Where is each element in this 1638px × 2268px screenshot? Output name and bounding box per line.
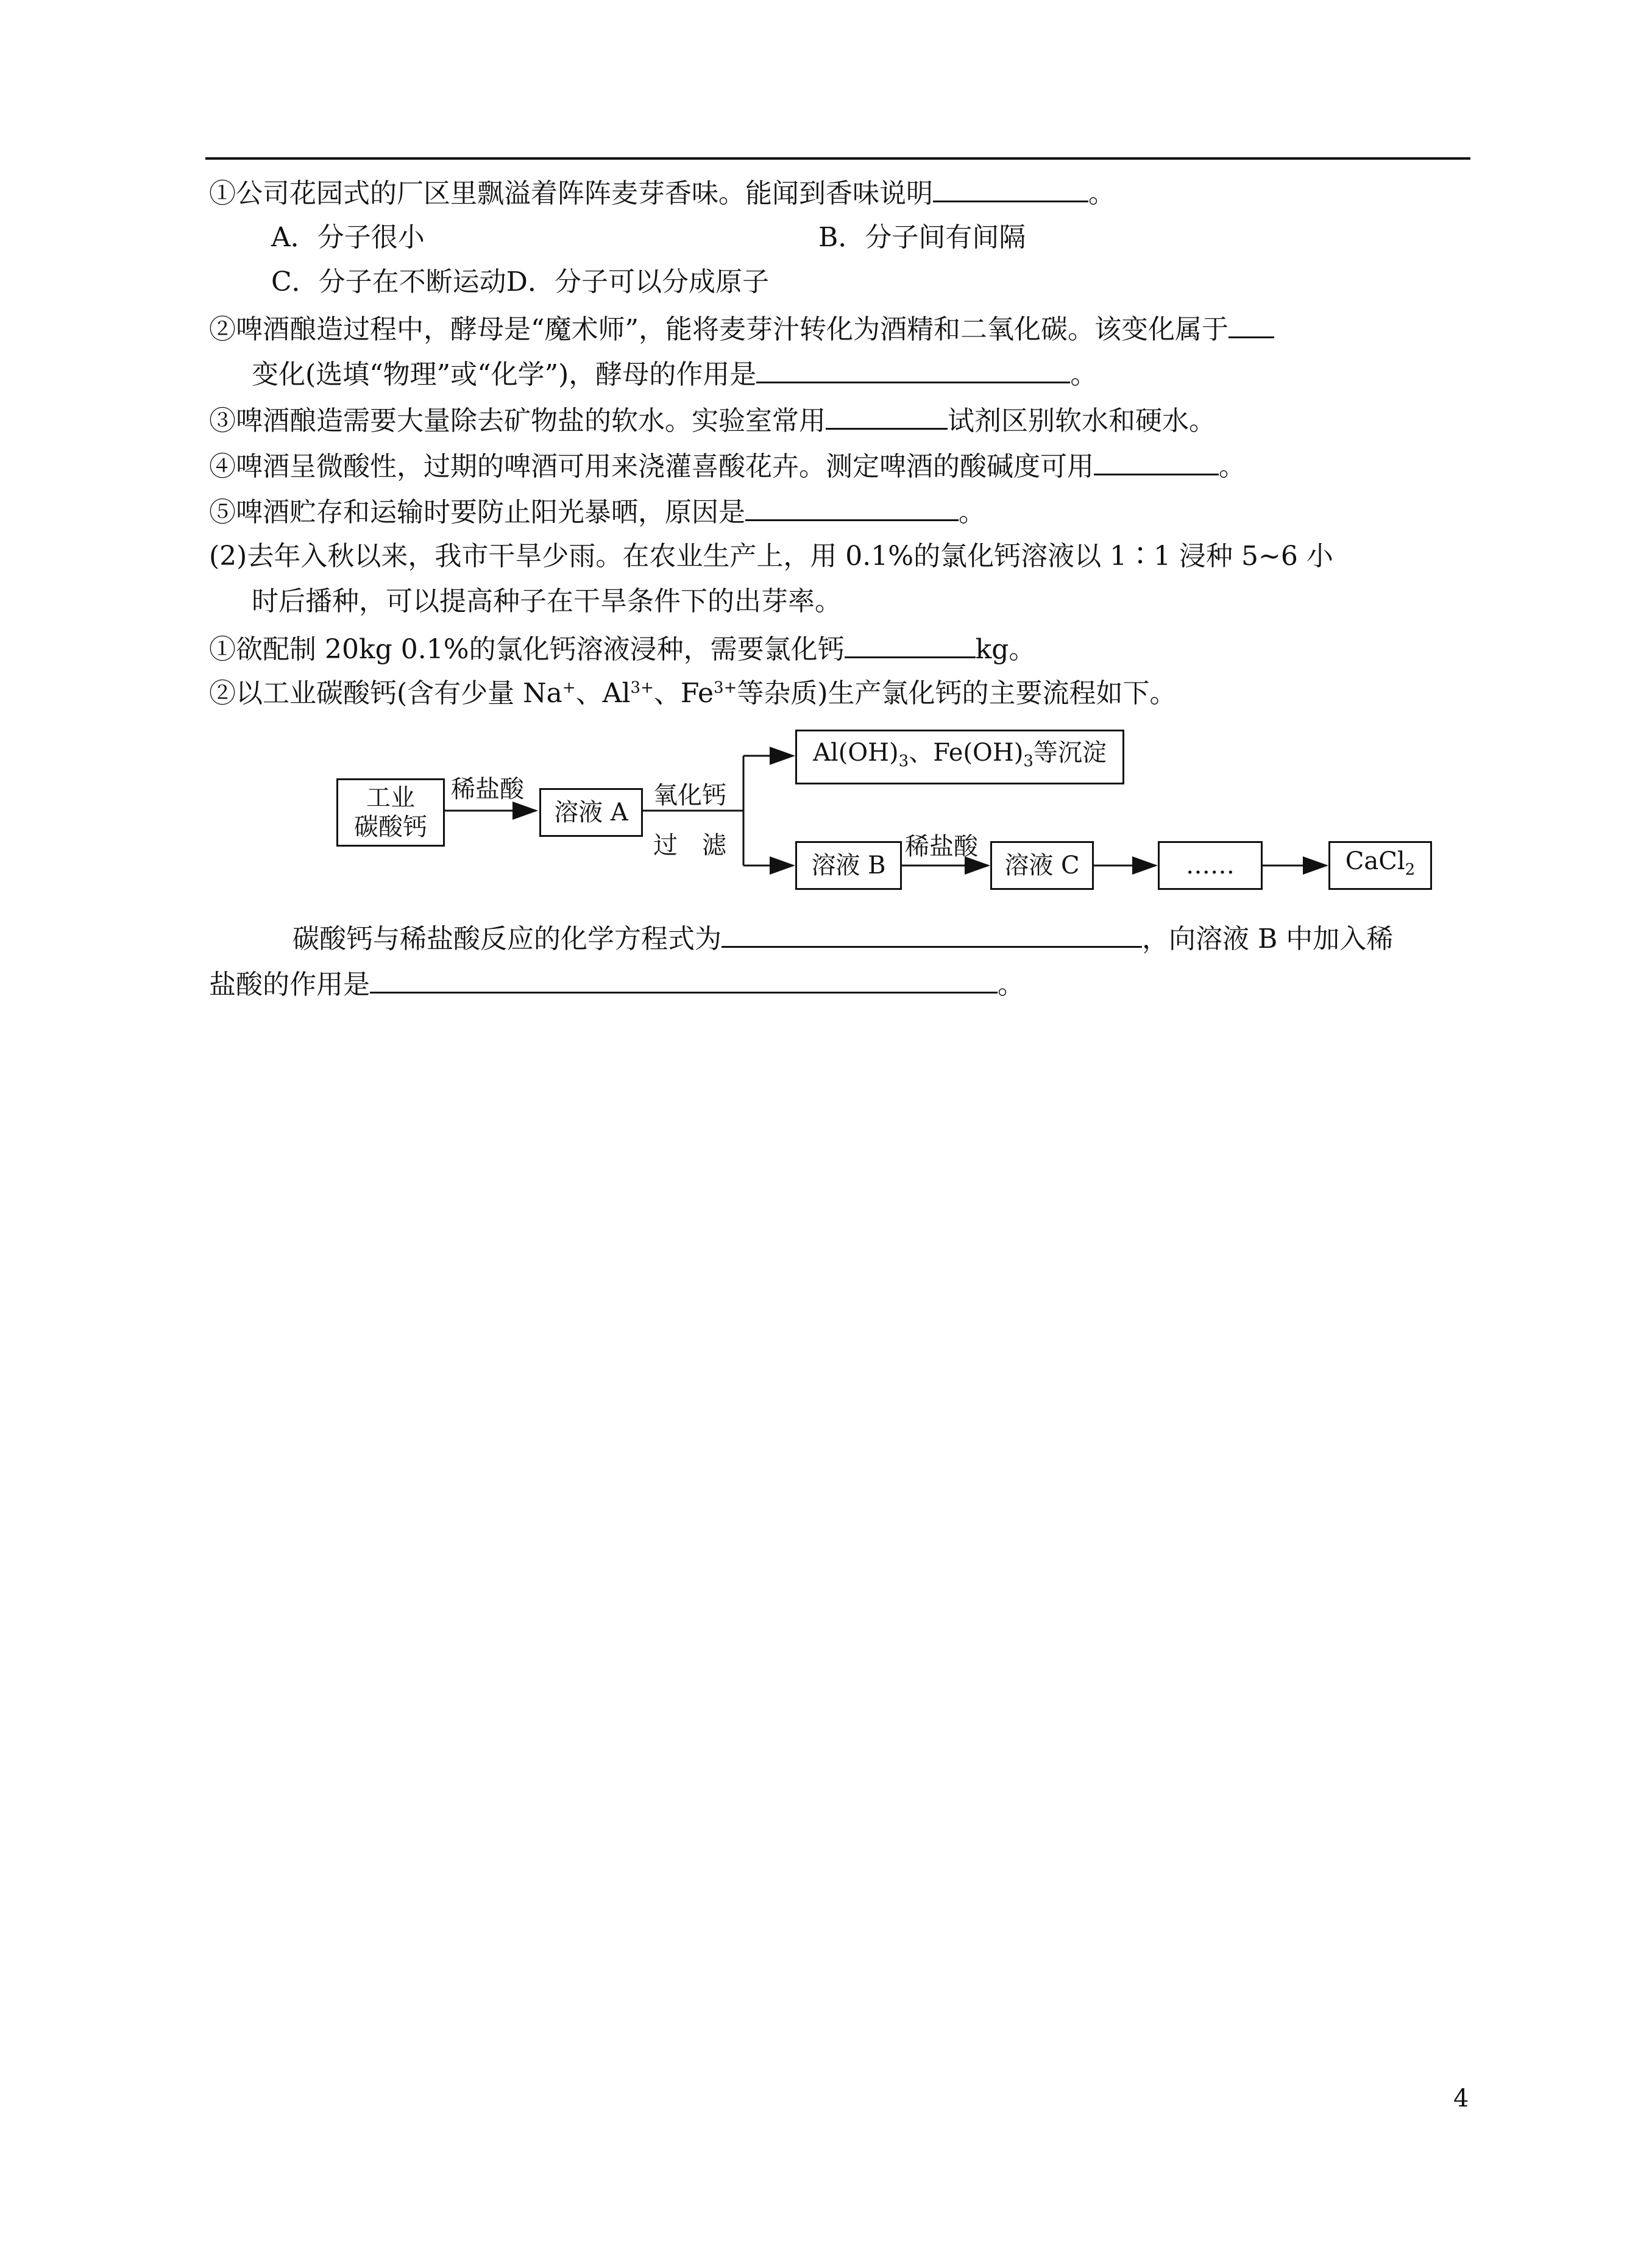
question-1-line bbox=[209, 174, 1115, 212]
fe-charge: 3+ bbox=[714, 678, 737, 697]
process-flow-diagram bbox=[329, 722, 1438, 905]
q2-text-2: 变化(选填“物理”或“化学”)，酵母的作用是 bbox=[252, 359, 757, 390]
part-2-question-2 bbox=[209, 675, 1177, 712]
answer-blank-2a[interactable] bbox=[1228, 310, 1274, 338]
precip-al: Al(OH) bbox=[813, 739, 899, 767]
box-raw-line1: 工业 bbox=[366, 784, 415, 812]
p2q3-text-c: 盐酸的作用是 bbox=[209, 969, 370, 1000]
part-2-question-3-line-2 bbox=[209, 965, 1024, 1003]
precip-sub-2: 3 bbox=[1023, 752, 1034, 770]
box-solution-b: 溶液 B bbox=[795, 841, 902, 890]
part-2-intro: (2)去年入秋以来，我市干旱少雨。在农业生产上，用 0.1%的氯化钙溶液以 1∶1 浸种 5~6 小 bbox=[209, 541, 1333, 572]
step-label-filter: 过 滤 bbox=[653, 831, 726, 859]
q4-end: 。 bbox=[1219, 451, 1246, 482]
precip-suffix: 等沉淀 bbox=[1033, 739, 1107, 767]
answer-blank-3[interactable] bbox=[826, 401, 948, 430]
precip-sub-1: 3 bbox=[898, 752, 909, 770]
box-raw-line2: 碳酸钙 bbox=[354, 813, 427, 841]
question-2-line-2 bbox=[252, 355, 1097, 393]
cacl2-main: CaCl bbox=[1345, 847, 1405, 875]
box-industrial-calcium-carbonate bbox=[336, 778, 445, 847]
q5-text: ⑤啤酒贮存和运输时要防止阳光暴晒，原因是 bbox=[209, 497, 745, 528]
reagent-label-hcl-1: 稀盐酸 bbox=[451, 775, 524, 803]
q2-text: ②啤酒酿造过程中，酵母是“魔术师”，能将麦芽汁转化为酒精和二氧化碳。该变化属于 bbox=[209, 314, 1228, 345]
p2q1-text: ①欲配制 20kg 0.1%的氯化钙溶液浸种，需要氯化钙 bbox=[209, 634, 845, 665]
option-c-d: C．分子在不断运动D．分子可以分成原子 bbox=[271, 266, 769, 297]
p2q2-text-b: 、Al bbox=[575, 678, 631, 709]
p2q3-text-b: ，向溶液 B 中加入稀 bbox=[1142, 923, 1394, 954]
option-b: B．分子间有间隔 bbox=[818, 222, 1026, 253]
p2q2-text-c: 、Fe bbox=[653, 678, 714, 709]
p2q2-text-d: 等杂质)生产氯化钙的主要流程如下。 bbox=[737, 678, 1177, 709]
part-2-question-1 bbox=[209, 630, 1035, 668]
option-a: A．分子很小 bbox=[271, 222, 425, 253]
precip-text bbox=[813, 737, 1107, 777]
question-3-line bbox=[209, 401, 1216, 439]
answer-blank-6[interactable] bbox=[845, 630, 976, 658]
answer-blank-5[interactable] bbox=[745, 492, 959, 521]
answer-blank-4[interactable] bbox=[1094, 447, 1219, 475]
box-solution-c: 溶液 C bbox=[990, 841, 1094, 890]
p2q1-unit: kg。 bbox=[975, 634, 1036, 665]
q3-text: ③啤酒酿造需要大量除去矿物盐的软水。实验室常用 bbox=[209, 405, 826, 436]
cacl2-sub: 2 bbox=[1405, 861, 1416, 879]
p2q2-text-a: ②以工业碳酸钙(含有少量 Na bbox=[209, 678, 562, 709]
al-charge: 3+ bbox=[630, 678, 654, 697]
box-solution-a: 溶液 A bbox=[539, 788, 643, 837]
part-2-intro-2: 时后播种，可以提高种子在干旱条件下的出芽率。 bbox=[252, 586, 842, 617]
answer-blank-1[interactable] bbox=[933, 174, 1088, 202]
box-precipitate bbox=[795, 730, 1124, 784]
box-ellipsis: …… bbox=[1158, 841, 1263, 890]
q2-end: 。 bbox=[1070, 359, 1097, 390]
q3-end: 试剂区别软水和硬水。 bbox=[948, 405, 1216, 436]
cacl2-text bbox=[1346, 845, 1415, 886]
q1-text: ①公司花园式的厂区里飘溢着阵阵麦芽香味。能闻到香味说明 bbox=[209, 178, 933, 209]
question-4-line bbox=[209, 447, 1246, 485]
q1-end: 。 bbox=[1088, 178, 1115, 209]
answer-blank-8[interactable] bbox=[370, 965, 998, 994]
question-5-line bbox=[209, 492, 985, 531]
box-cacl2 bbox=[1328, 841, 1432, 890]
answer-blank-7[interactable] bbox=[722, 919, 1142, 948]
q5-end: 。 bbox=[959, 497, 985, 528]
p2q3-end: 。 bbox=[998, 969, 1024, 1000]
na-charge: + bbox=[562, 678, 576, 697]
q4-text: ④啤酒呈微酸性，过期的啤酒可用来浇灌喜酸花卉。测定啤酒的酸碱度可用 bbox=[209, 451, 1094, 482]
header-rule bbox=[205, 157, 1470, 160]
part-2-question-3 bbox=[292, 919, 1393, 958]
p2q3-text: 碳酸钙与稀盐酸反应的化学方程式为 bbox=[292, 923, 722, 954]
precip-fe: 、Fe(OH) bbox=[909, 739, 1024, 767]
question-2-line bbox=[209, 310, 1274, 348]
reagent-label-cao: 氧化钙 bbox=[653, 781, 726, 809]
reagent-label-hcl-2: 稀盐酸 bbox=[905, 833, 978, 861]
page-number: 4 bbox=[1453, 2085, 1469, 2113]
answer-blank-2b[interactable] bbox=[756, 355, 1070, 383]
